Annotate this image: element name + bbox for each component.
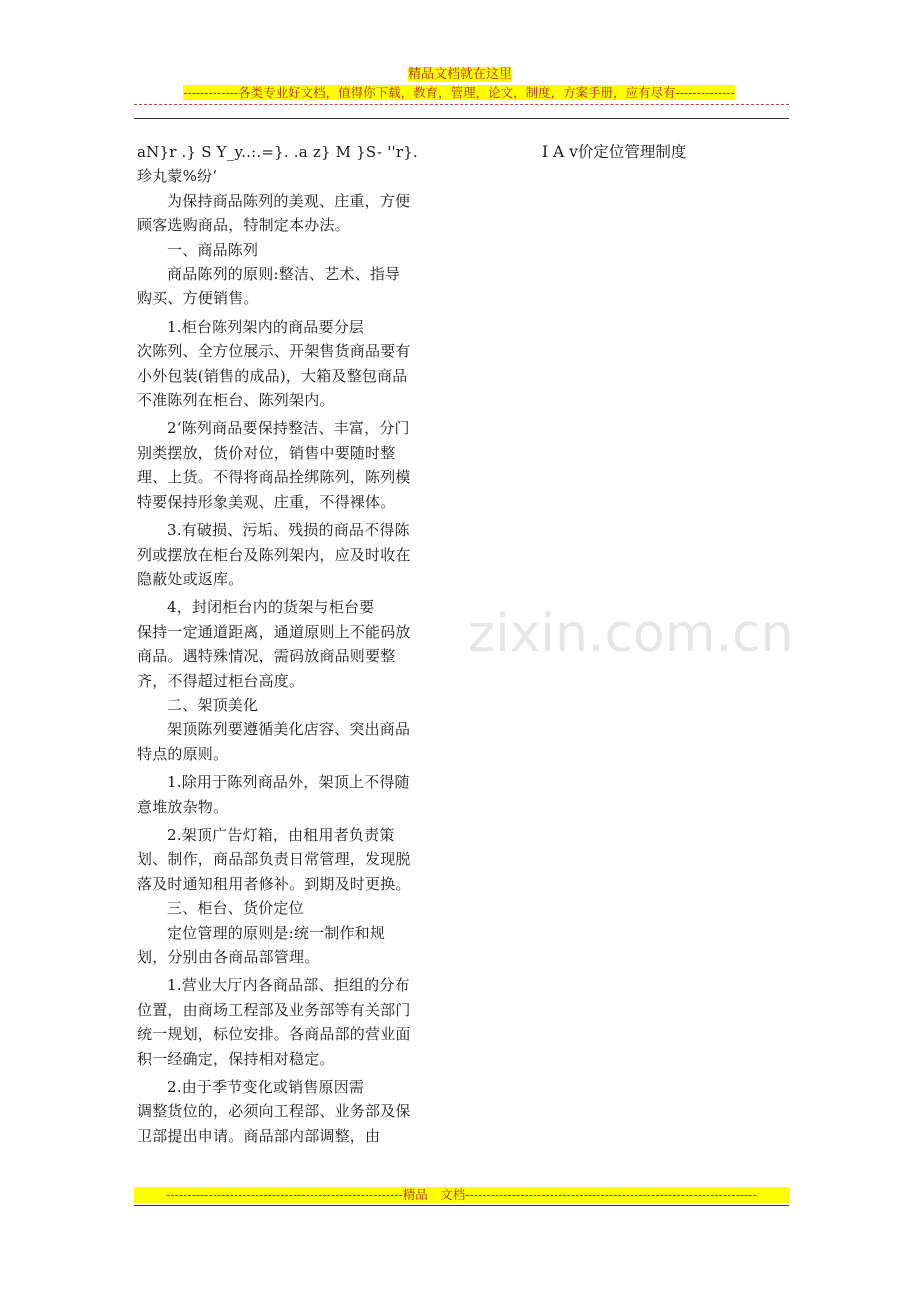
footer-rule <box>134 1205 789 1206</box>
document-body <box>137 140 418 1148</box>
garbled-line: aN}r .} S Y_y..:.=}. .a z} M }S- ''r}. <box>137 143 418 161</box>
garbled-line-2: 珍丸蒙%纷‘ <box>137 167 218 186</box>
paragraph: 4，封闭柜台内的货架与柜台要 <box>167 598 375 617</box>
paragraph: 2.由于季节变化或销售原因需 <box>167 1078 365 1097</box>
paragraph: 2.架顶广告灯箱，由租用者负责策划、制作，商品部负责日常管理，发现脱落及时通知租用者修补。到期及时更换。 <box>137 825 411 893</box>
paragraph: 调整货位的，必须向工程部、业务部及保卫部提出申请。商品部内部调整，由 <box>137 1102 411 1145</box>
section-heading: 一、商品陈列 <box>167 240 259 259</box>
paragraph: 次陈列、全方位展示、开架售货商品要有小外包装(销售的成品)，大箱及整包商品不准陈列在柜台、陈列架内。 <box>137 342 411 410</box>
header-rule <box>134 118 789 119</box>
watermark: zixin.com.cn <box>468 604 794 664</box>
paragraph: 商品陈列的原则:整洁、艺术、指导购买、方便销售。 <box>137 265 401 308</box>
section-heading: 三、柜台、货价定位 <box>167 899 304 918</box>
header-title: 精品文档就在这里 <box>407 67 512 82</box>
paragraph: 2‘陈列商品要保持整洁、丰富，分门别类摆放，货价对位，销售中要随时整理、上货。不得将商品拴绑陈列，陈列模特要保持形象美观、庄重，不得裸体。 <box>137 419 411 511</box>
header-tagline: -------------各类专业好文档，值得你下载，教育，管理，论文，制度，方案手册，应有尽有-------------- <box>183 85 735 100</box>
paragraph: 3.有破损、污垢、残损的商品不得陈列或摆放在柜台及陈列架内，应及时收在隐蔽处或返库。 <box>137 521 411 588</box>
paragraph: 1.柜台陈列架内的商品要分层 <box>167 317 365 336</box>
header-dashed-divider <box>134 104 789 106</box>
paragraph: 架顶陈列要遵循美化店容、突出商品特点的原则。 <box>137 720 411 763</box>
footer-banner: --------------------------------------------------------精品 文档--------------------------------------------------------------------- <box>134 1187 789 1203</box>
document-title: I A v价定位管理制度 <box>542 143 687 161</box>
section-heading: 二、架顶美化 <box>167 695 259 714</box>
paragraph: 为保持商品陈列的美观、庄重，方便顾客选购商品，特制定本办法。 <box>137 191 411 235</box>
paragraph: 保持一定通道距离，通道原则上不能码放商品。遇特殊情况，需码放商品则要整齐，不得超过柜台高度。 <box>137 622 411 690</box>
paragraph: 1.营业大厅内各商品部、拒组的分布位置，由商场工程部及业务部等有关部门统一规划，标位安排。各商品部的营业面积一经确定，保持相对稳定。 <box>137 976 411 1068</box>
paragraph: 定位管理的原则是:统一制作和规划，分别由各商品部管理。 <box>137 923 386 966</box>
paragraph: 1.除用于陈列商品外，架顶上不得随意堆放杂物。 <box>137 773 410 816</box>
